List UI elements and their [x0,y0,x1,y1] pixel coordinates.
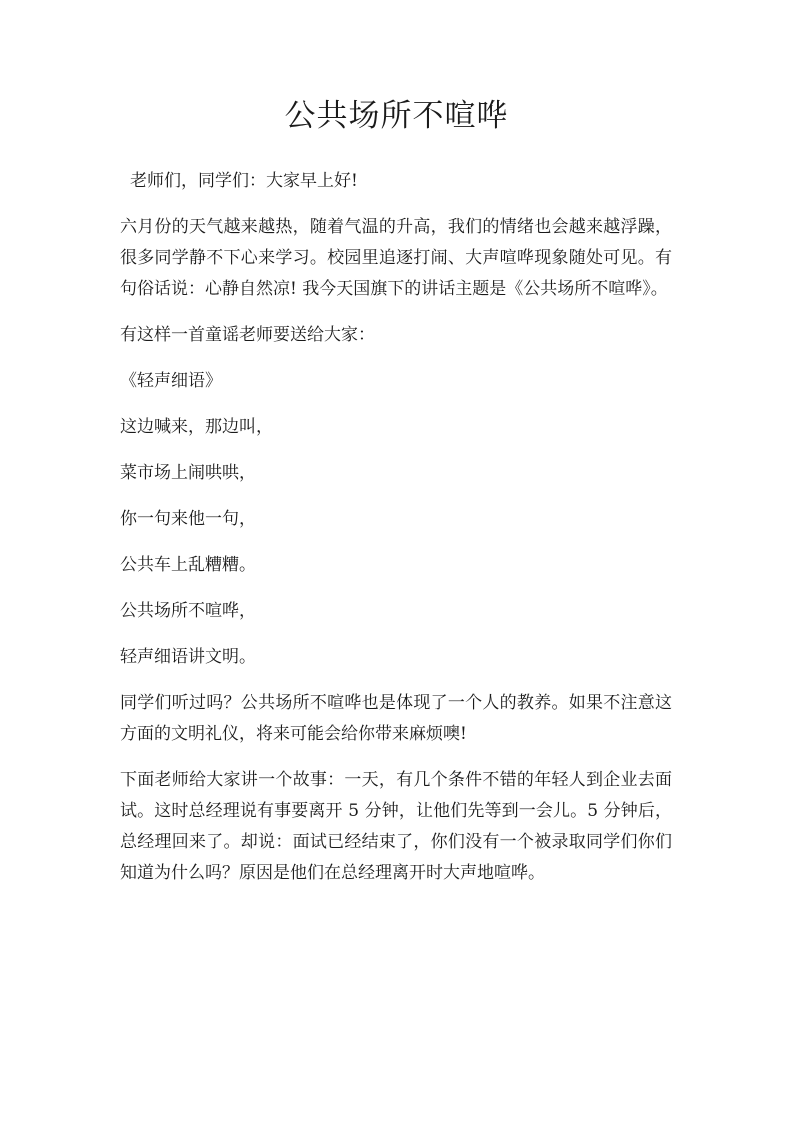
rhyme-intro-paragraph: 有这样一首童谣老师要送给大家： [120,325,375,345]
story-paragraph: 下面老师给大家讲一个故事：一天，有几个条件不错的年轻人到企业去面试。这时总经理说有事要离开 5 分钟，让他们先等到一会儿。5 分钟后，总经理回来了。却说：面试已经结束了，你们没有一个被录取同学们你们知道为什么吗？原因是他们在总经理离开时大声地喧哗。 [120,770,672,883]
document-body [120,166,672,904]
rhyme-line: 你一句来他一句， [120,509,256,529]
rhyme-line: 公共场所不喧哗， [120,601,256,621]
document-title: 公共场所不喧哗 [284,98,509,134]
manners-paragraph: 同学们听过吗？公共场所不喧哗也是体现了一个人的教养。如果不注意这方面的文明礼仪，将来可能会给你带来麻烦噢! [120,693,672,744]
rhyme-line: 轻声细语讲文明。 [120,647,256,667]
rhyme-line: 菜市场上闹哄哄， [120,463,256,483]
greeting-paragraph: 老师们，同学们：大家早上好! [130,171,358,191]
rhyme-line: 公共车上乱糟糟。 [120,555,256,575]
rhyme-line: 这边喊来，那边叫， [120,417,273,437]
rhyme-title: 《轻声细语》 [120,371,222,391]
intro-paragraph: 六月份的天气越来越热，随着气温的升高，我们的情绪也会越来越浮躁，很多同学静不下心来学习。校园里追逐打闹、大声喧哗现象随处可见。有句俗话说：心静自然凉! 我今天国旗下的讲话主题是《公共场所不喧哗》。 [120,217,672,299]
